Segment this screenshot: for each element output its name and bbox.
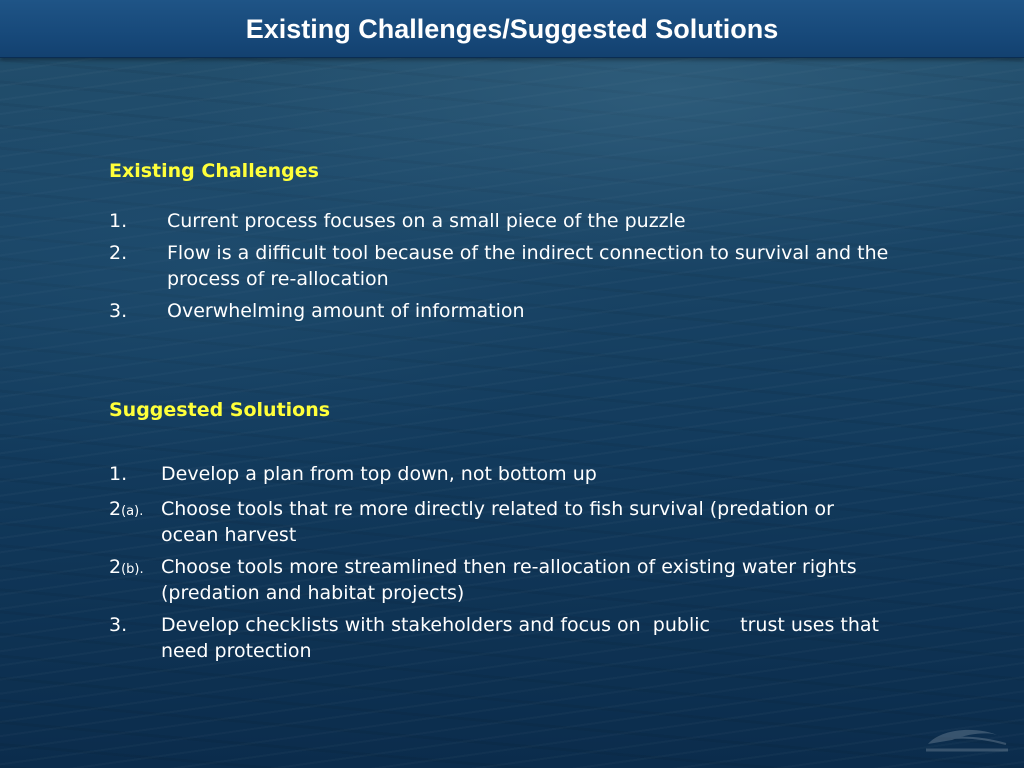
list-text: Overwhelming amount of information	[167, 300, 525, 322]
challenges-list	[109, 208, 919, 330]
list-item	[109, 461, 889, 490]
list-text: Develop a plan from top down, not bottom up	[161, 463, 597, 485]
list-item	[109, 298, 919, 324]
list-text: Current process focuses on a small piece of the puzzle	[167, 210, 686, 232]
solutions-heading: Suggested Solutions	[109, 399, 331, 421]
list-number: 3.	[109, 614, 128, 636]
list-item	[109, 208, 919, 234]
list-item	[109, 496, 889, 548]
list-number: 1.	[109, 210, 128, 232]
slide-title: Existing Challenges/Suggested Solutions	[245, 14, 779, 44]
fish-watermark-icon	[922, 722, 1012, 756]
list-text: Flow is a difficult tool because of the indirect connection to survival and the process of re-allocation	[167, 242, 889, 290]
list-number: 2(a).	[109, 498, 144, 520]
list-number: 2.	[109, 242, 128, 264]
list-text: Develop checklists with stakeholders and focus on public trust uses that need protection	[161, 614, 886, 662]
title-bar	[0, 0, 1024, 58]
list-item	[109, 554, 889, 606]
list-text: Choose tools more streamlined then re-allocation of existing water rights (predation and habitat projects)	[161, 556, 857, 604]
list-number: 2(b).	[109, 556, 144, 578]
list-item	[109, 240, 919, 292]
solutions-list	[109, 461, 889, 670]
list-item	[109, 612, 889, 664]
list-text: Choose tools that re more directly related to fish survival (predation or ocean harvest	[161, 498, 834, 546]
list-number: 1.	[109, 463, 128, 485]
list-number: 3.	[109, 300, 128, 322]
challenges-heading: Existing Challenges	[109, 160, 319, 182]
